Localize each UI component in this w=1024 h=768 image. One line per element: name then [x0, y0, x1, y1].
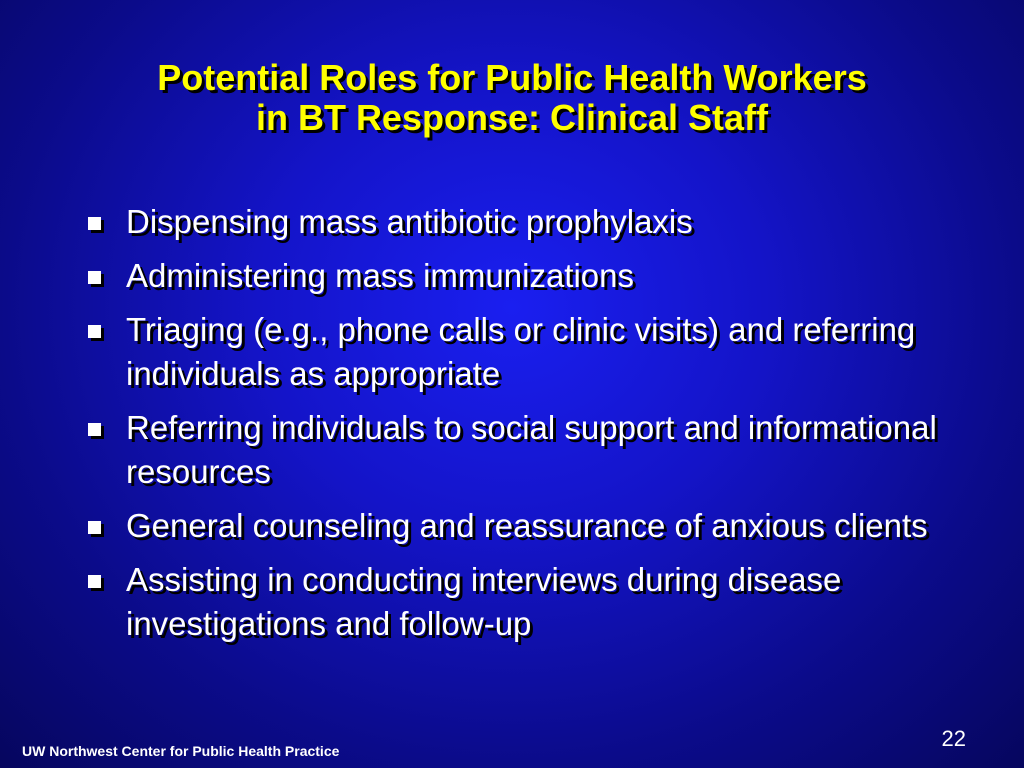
square-bullet-icon	[88, 271, 101, 284]
bullet-item	[88, 308, 988, 396]
bullet-item	[88, 504, 988, 548]
bullet-text: Triaging (e.g., phone calls or clinic visits) and referring individuals as appropriate	[126, 311, 916, 392]
bullet-item	[88, 558, 988, 646]
square-bullet-icon	[88, 217, 101, 230]
title-line-2: in BT Response: Clinical Staff	[255, 97, 769, 138]
square-bullet-icon	[88, 325, 101, 338]
bullet-text: Assisting in conducting interviews during disease investigations and follow-up	[126, 561, 842, 642]
title-line-1: Potential Roles for Public Health Workers	[157, 57, 867, 98]
slide-title	[0, 58, 1024, 138]
square-bullet-icon	[88, 575, 101, 588]
bullet-text: Referring individuals to social support and informational resources	[126, 409, 937, 490]
square-bullet-icon	[88, 521, 101, 534]
bullet-item	[88, 406, 988, 494]
bullet-item	[88, 200, 988, 244]
bullet-text: Administering mass immunizations	[126, 257, 635, 294]
bullet-text: General counseling and reassurance of anxious clients	[126, 507, 928, 544]
bullet-text: Dispensing mass antibiotic prophylaxis	[126, 203, 693, 240]
square-bullet-icon	[88, 423, 101, 436]
page-number: 22	[941, 726, 966, 751]
bullet-list	[88, 200, 988, 656]
bullet-item	[88, 254, 988, 298]
footer-organization: UW Northwest Center for Public Health Practice	[22, 743, 340, 759]
